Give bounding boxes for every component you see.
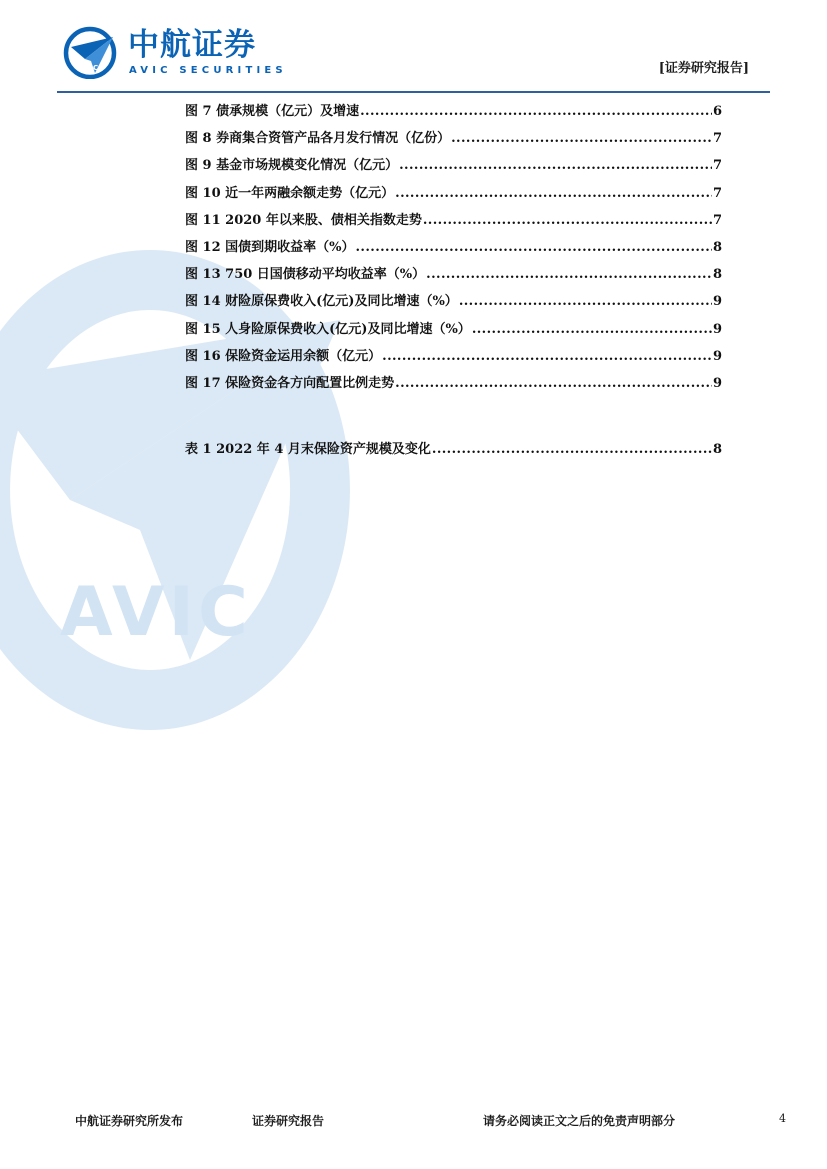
toc-entry-title: 图 9 基金市场规模变化情况（亿元） [185,158,399,174]
toc-leader-dots [459,288,712,315]
toc-entry-title: 图 8 券商集合资管产品各月发行情况（亿份） [185,131,451,147]
toc-entry[interactable] [185,234,722,261]
toc-entry[interactable] [185,207,722,234]
toc-entry-title: 图 7 债承规模（亿元）及增速 [185,104,360,119]
toc-entry-page: 7 [712,158,722,174]
toc-entry-title: 图 13 750 日国债移动平均收益率（%） [185,267,426,283]
toc-entry[interactable] [185,152,722,179]
header-divider [57,91,770,93]
toc-entry-title: 图 14 财险原保费收入(亿元)及同比增速（%） [185,294,458,310]
toc-entry-title: 图 11 2020 年以来股、债相关指数走势 [185,212,422,228]
toc-entry[interactable] [185,98,722,125]
toc-entry-page: 8 [712,267,722,283]
toc-entry-title: 表 1 2022 年 4 月末保险资产规模及变化 [185,442,431,457]
toc-leader-dots [395,180,712,207]
toc-leader-dots [399,152,712,179]
toc-entry[interactable] [185,436,722,463]
toc-entry-page: 9 [712,321,722,337]
toc-leader-dots [382,343,712,370]
toc-leader-dots [432,436,712,463]
toc-entry-page: 9 [712,348,722,364]
toc-entry-page: 8 [712,442,722,457]
toc-entry-page: 7 [712,185,722,201]
toc-entry-page: 9 [712,375,722,391]
svg-text:AVIC: AVIC [80,64,99,72]
footer-page-number: 4 [779,1112,786,1125]
toc-leader-dots [356,234,712,261]
toc-entry[interactable] [185,343,722,370]
footer-disclaimer: 请务必阅读正文之后的免责声明部分 [483,1114,676,1128]
toc-leader-dots [451,125,712,152]
company-logo [63,25,293,81]
toc-leader-dots [423,207,712,234]
toc-entry[interactable] [185,125,722,152]
toc-leader-dots [472,316,712,343]
toc-entry[interactable] [185,180,722,207]
footer-doc-type: 证券研究报告 [252,1114,325,1128]
toc-entry-page: 7 [712,131,722,147]
toc-entry-title: 图 17 保险资金各方向配置比例走势 [185,375,395,391]
toc-entry-page: 7 [712,212,722,228]
logo-english-name: AVIC SECURITIES [129,65,287,76]
toc-entry[interactable] [185,370,722,397]
toc-entry[interactable] [185,261,722,288]
toc-entry-title: 图 10 近一年两融余额走势（亿元） [185,185,395,201]
toc-leader-dots [360,98,712,125]
toc-leader-dots [395,370,712,397]
figure-index-list [185,98,722,397]
toc-entry[interactable] [185,316,722,343]
toc-leader-dots [426,261,712,288]
toc-entry-page: 6 [712,104,722,119]
avic-plane-icon [63,25,117,79]
watermark-text: AVIC [60,573,252,652]
footer-publisher: 中航证券研究所发布 [75,1114,184,1128]
toc-entry-page: 8 [712,239,722,255]
toc-entry-page: 9 [712,294,722,310]
report-type-tag: [证券研究报告] [658,61,749,76]
toc-entry-title: 图 16 保险资金运用余额（亿元） [185,348,382,364]
table-index-list [185,436,722,463]
toc-entry-title: 图 12 国债到期收益率（%） [185,239,355,255]
toc-entry-title: 图 15 人身险原保费收入(亿元)及同比增速（%） [185,321,471,337]
logo-chinese-name: 中航证券 [128,27,256,63]
toc-entry[interactable] [185,288,722,315]
